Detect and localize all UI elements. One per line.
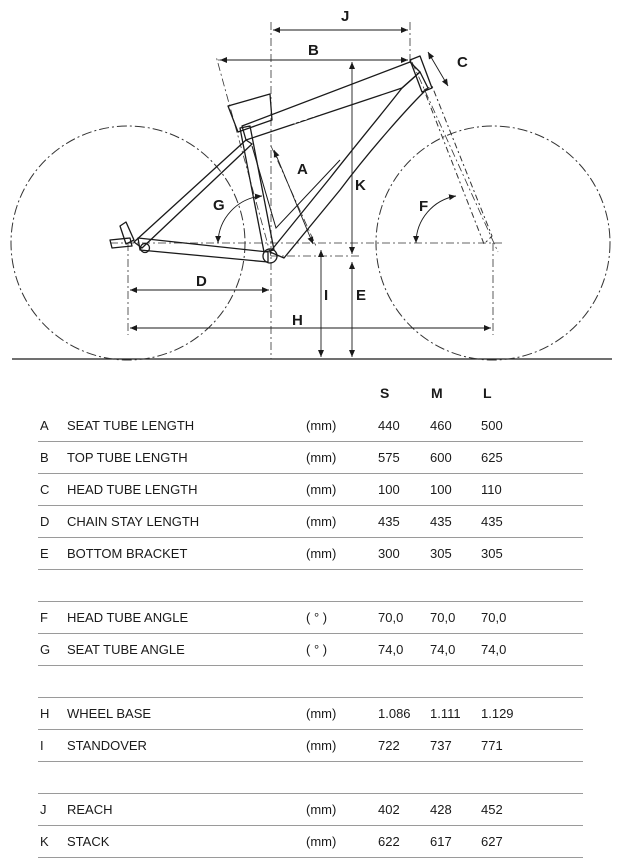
value-m: 428 [430,802,452,817]
value-s: 1.086 [378,706,411,721]
row-label: WHEEL BASE [67,706,152,721]
row-code: A [40,418,49,433]
table-row [38,697,583,730]
value-s: 440 [378,418,400,433]
label-g: G [213,197,225,214]
value-s: 722 [378,738,400,753]
row-label: BOTTOM BRACKET [67,546,188,561]
row-unit: (mm) [306,514,337,529]
brand-label: ROTHILD [291,97,347,127]
table-row [38,537,583,570]
value-s: 435 [378,514,400,529]
row-unit: (mm) [306,706,337,721]
label-k: K [355,177,366,194]
table-row [38,473,583,506]
value-s: 70,0 [378,610,404,625]
row-code: D [40,514,50,529]
row-unit: ( ° ) [306,610,328,625]
fork [424,86,492,244]
label-i: I [324,287,329,304]
row-label: HEAD TUBE ANGLE [67,610,189,625]
label-e: E [356,287,367,304]
row-unit: (mm) [306,738,337,753]
row-code: K [40,834,49,849]
row-code: E [40,546,49,561]
size-header-m: M [431,385,443,401]
table-row [38,601,583,634]
row-label: HEAD TUBE LENGTH [67,482,198,497]
table-row [38,633,583,666]
value-m: 600 [430,450,452,465]
label-a: A [297,161,308,178]
size-header-l: L [483,385,492,401]
table-row [38,505,583,538]
label-b: B [308,42,319,59]
table-row [38,665,583,698]
row-unit: (mm) [306,450,337,465]
value-l: 771 [481,738,503,753]
row-unit: (mm) [306,834,337,849]
value-m: 1.111 [430,706,461,721]
value-l: 452 [481,802,503,817]
row-label: CHAIN STAY LENGTH [67,514,200,529]
value-m: 70,0 [430,610,456,625]
dim-c [428,52,448,86]
table-row [38,825,583,858]
size-header-s: S [380,385,390,401]
value-l: 305 [481,546,503,561]
row-unit: (mm) [306,802,337,817]
value-s: 402 [378,802,400,817]
value-m: 737 [430,738,452,753]
row-code: C [40,482,50,497]
value-s: 300 [378,546,400,561]
value-s: 100 [378,482,400,497]
value-l: 74,0 [481,642,507,657]
table-row [38,761,583,794]
row-label: STANDOVER [67,738,147,753]
label-h: H [292,312,303,329]
label-d: D [196,273,207,290]
frame-inner-line [252,146,340,228]
row-unit: (mm) [306,418,337,433]
row-label: SEAT TUBE LENGTH [67,418,195,433]
value-s: 622 [378,834,400,849]
row-label: STACK [67,834,110,849]
value-m: 74,0 [430,642,456,657]
label-f: F [419,198,429,215]
value-s: 575 [378,450,400,465]
row-label: REACH [67,802,113,817]
row-unit: (mm) [306,546,337,561]
value-l: 500 [481,418,503,433]
table-row [38,793,583,826]
label-c: C [457,54,468,71]
row-code: J [40,802,47,817]
value-l: 110 [481,482,502,497]
table-row [38,441,583,474]
value-l: 1.129 [481,706,514,721]
value-m: 617 [430,834,452,849]
table-row [38,409,583,442]
row-code: H [40,706,50,721]
label-j: J [341,8,350,25]
row-label: TOP TUBE LENGTH [67,450,188,465]
table-row [38,569,583,602]
row-label: SEAT TUBE ANGLE [67,642,185,657]
table-row [38,729,583,762]
row-code: F [40,610,48,625]
value-l: 625 [481,450,503,465]
seat-tube-axis [216,56,271,256]
value-l: 435 [481,514,503,529]
value-m: 100 [430,482,452,497]
value-m: 435 [430,514,452,529]
value-m: 460 [430,418,452,433]
row-unit: ( ° ) [306,642,328,657]
row-code: I [40,738,44,753]
row-unit: (mm) [306,482,337,497]
row-code: G [40,642,51,657]
row-code: B [40,450,49,465]
value-s: 74,0 [378,642,404,657]
value-l: 70,0 [481,610,507,625]
frame-geometry-diagram [0,0,620,370]
value-l: 627 [481,834,503,849]
value-m: 305 [430,546,452,561]
